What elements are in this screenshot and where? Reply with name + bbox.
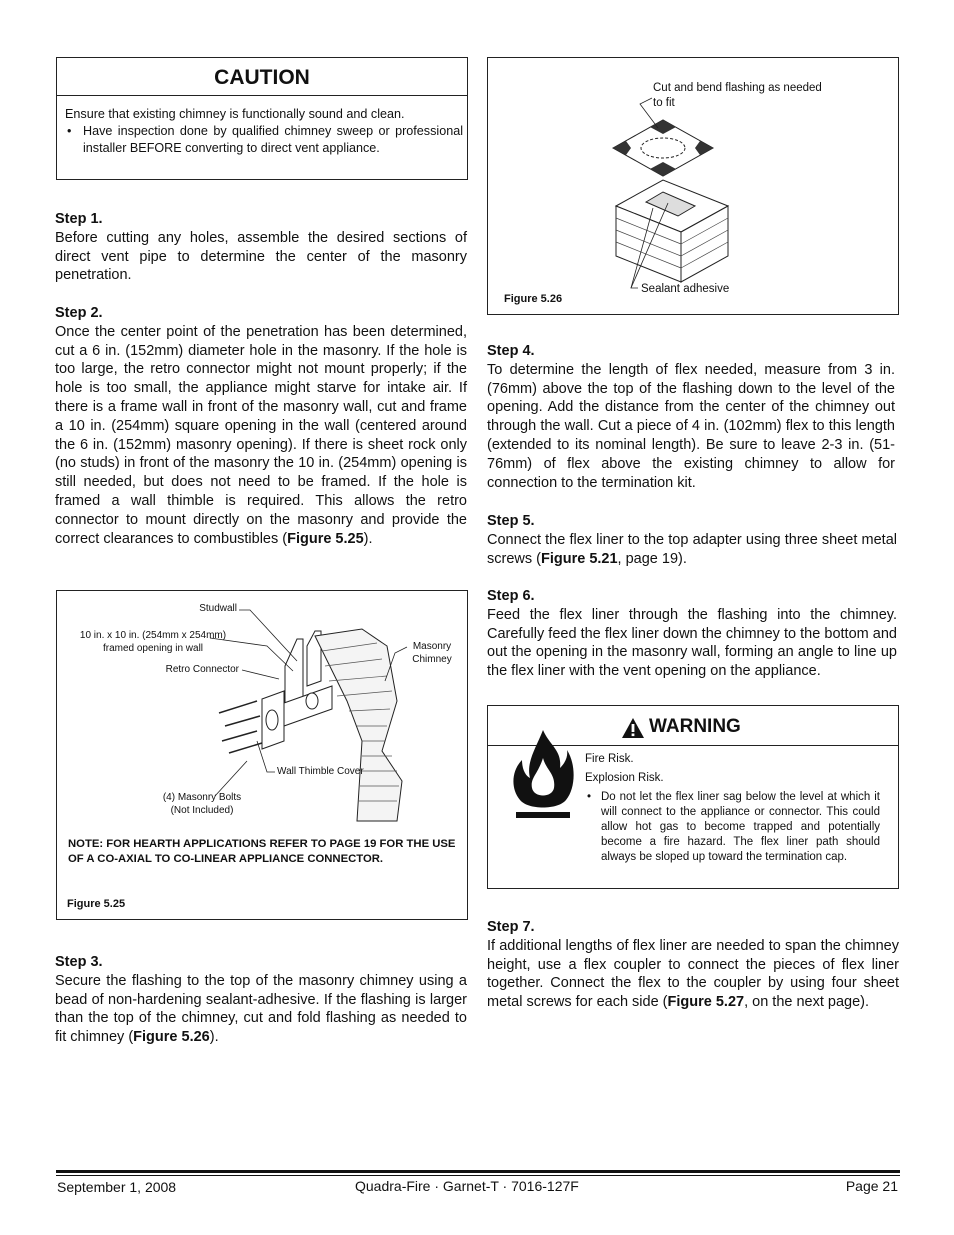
step-2-body: Once the center point of the penetration has been determined, cut a 6 in. (152mm) diameter hole in the masonry. If the hole is too large, the retro connector might not mount properly; if the hole is too small, the appliance might starve for intake air. If there is a frame wall in front of the masonry wall, cut and frame a 10 in. (254mm) square opening in the wall (centered around the 6 in. (152mm) masonry opening). If there is sheet rock only (no studs) in front of the masonry the 10 in. (254mm) opening is still needed, but does not need to be framed. If the hole is framed a wall thimble is required. This allows the retro connector to mount directly on the masonry and provide the correct clearances to combustibles (Figure 5.25).	[55, 323, 467, 547]
footer-doc: Quadra-Fire · Garnet-T · 7016-127F	[355, 1178, 579, 1194]
label-opening-line2: framed opening in wall	[102, 642, 204, 654]
step-1-body: Before cutting any holes, assemble the desired sections of direct vent pipe to determine the center of the masonry penetration.	[55, 229, 467, 284]
footer-rule-thin	[56, 1175, 900, 1176]
step-6-body: Feed the flex liner through the flashing into the chimney. Carefully feed the flex liner down the chimney to the bottom and out the opening in the masonry wall, forming an angle to line up the flex liner with the vent opening on the appliance.	[487, 606, 897, 680]
step-7	[487, 918, 899, 1012]
caution-bullet: • Have inspection done by qualified chimney sweep or professional installer BEFORE converting to direct vent appliance.	[65, 123, 463, 157]
label-chimney: Chimney	[412, 653, 452, 665]
step-5	[487, 512, 897, 568]
label-masonry: Masonry	[412, 641, 452, 652]
step-6	[487, 587, 897, 681]
step-6-title: Step 6.	[487, 588, 535, 604]
label-bolts-line2: (Not Included)	[170, 804, 234, 816]
label-bolts-line1: (4) Masonry Bolts	[162, 792, 242, 803]
label-opening-line1: 10 in. x 10 in. (254mm x 254mm)	[79, 630, 227, 641]
figure-ref: Figure 5.21	[540, 550, 618, 567]
step-1-title: Step 1.	[55, 211, 103, 227]
figure-ref: Figure 5.27	[667, 994, 745, 1011]
figure-5-26-caption: Figure 5.26	[504, 293, 563, 305]
footer-rule	[56, 1170, 900, 1173]
label-sealant: Sealant adhesive	[641, 283, 730, 295]
caution-intro: Ensure that existing chimney is functionally sound and clean.	[65, 107, 405, 121]
step-3-title: Step 3.	[55, 954, 103, 970]
step-4-body: To determine the length of flex needed, measure from 3 in. (76mm) above the top of the flashing down to the level of the opening. Add the distance from the center of the chimney out through the wall. Cut a piece of 4 in. (102mm) flex to this length (extended to its nominal length). Be sure to leave 2-3 in. (51-76mm) of flex above the existing chimney to allow for connection to the termination kit.	[487, 361, 895, 491]
warning-title: WARNING	[649, 716, 741, 737]
warning-line-2: Explosion Risk.	[585, 772, 664, 784]
step-2-title: Step 2.	[55, 305, 103, 321]
warning-bullet: • Do not let the flex liner sag below the level at which it will connect to the appliance or connector. This could allow hot gas to become trapped and potentially become a fire hazard. The flex liner path should always be sloped up toward the termination cap.	[585, 790, 880, 865]
step-7-body: If additional lengths of flex liner are needed to span the chimney height, use a flex coupler to connect the pieces of flex liner together. Connect the flex to the coupler by using four sheet metal screws for each side (Figure 5.27, on the next page).	[487, 937, 899, 1011]
caution-title: CAUTION	[57, 58, 467, 96]
label-studwall: Studwall	[199, 603, 237, 614]
step-4	[487, 342, 895, 492]
step-3	[55, 953, 467, 1047]
masonry-diagram	[57, 591, 467, 841]
figure-5-25	[56, 590, 468, 920]
step-5-body: Connect the flex liner to the top adapter using three sheet metal screws (Figure 5.21, page 19).	[487, 531, 897, 567]
figure-ref: Figure 5.26	[133, 1029, 210, 1046]
step-3-body: Secure the flashing to the top of the masonry chimney using a bead of non-hardening sealant-adhesive. If the flashing is larger than the top of the chimney, cut and fold flashing as needed to fit chimney (Figure 5.26).	[55, 972, 467, 1046]
label-bolts	[147, 792, 257, 817]
step-4-title: Step 4.	[487, 343, 535, 359]
caution-box	[56, 57, 468, 180]
figure-note: NOTE: FOR HEARTH APPLICATIONS REFER TO PAGE 19 FOR THE USE OF A CO-AXIAL TO CO-LINEAR APPLIANCE CONNECTOR.	[68, 838, 456, 865]
step-1	[55, 210, 467, 285]
figure-5-25-caption: Figure 5.25	[67, 898, 126, 910]
step-7-title: Step 7.	[487, 919, 535, 935]
label-cut-bend	[653, 81, 873, 110]
label-cut-bend-line1: Cut and bend flashing as needed	[653, 82, 822, 94]
step-2	[55, 304, 467, 548]
step-5-title: Step 5.	[487, 513, 535, 529]
label-masonry-chimney	[407, 641, 457, 666]
figure-5-26	[487, 57, 899, 315]
figure-ref: Figure 5.25	[287, 530, 364, 547]
flame-icon	[510, 728, 576, 820]
label-thimble: Wall Thimble Cover	[277, 766, 364, 777]
label-opening	[57, 630, 249, 655]
warning-line-1: Fire Risk.	[585, 753, 634, 765]
footer-page: Page 21	[845, 1178, 898, 1194]
footer-date: September 1, 2008	[57, 1179, 177, 1195]
warning-box	[487, 705, 899, 889]
label-retro-connector: Retro Connector	[165, 664, 239, 675]
label-cut-bend-line2: to fit	[653, 96, 675, 109]
warning-triangle-icon	[621, 717, 645, 739]
